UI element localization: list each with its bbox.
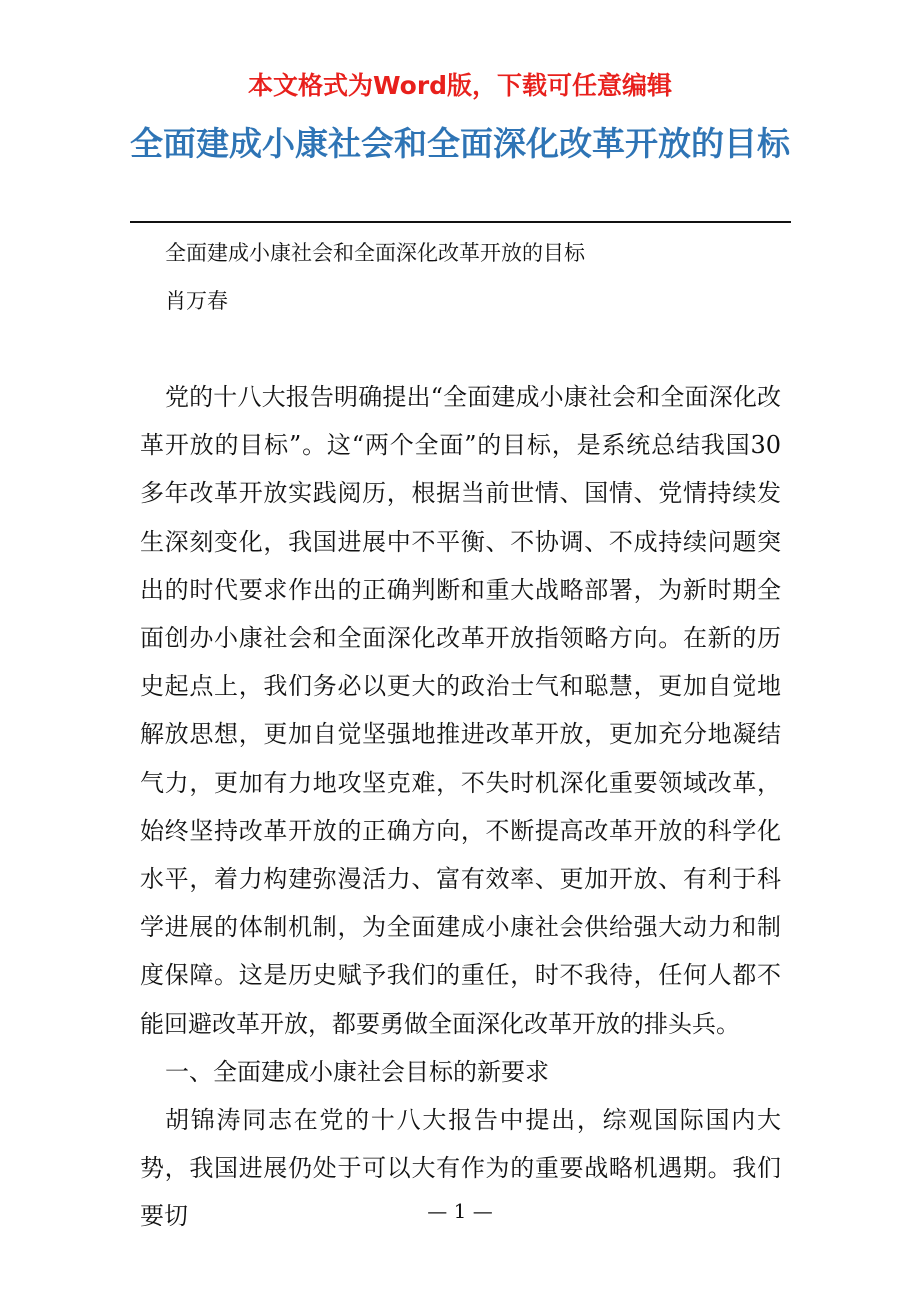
- document-heading: 全面建成小康社会和全面深化改革开放的目标: [130, 124, 790, 163]
- format-notice: 本文格式为Word版，下载可任意编辑: [247, 71, 673, 100]
- document-body: [140, 373, 781, 1241]
- author-name: 肖万春: [165, 289, 228, 313]
- body-paragraph: 党的十八大报告明确提出“全面建成小康社会和全面深化改革开放的目标”。这“两个全面”的目标，是系统总结我国30多年改革开放实践阅历，根据当前世情、国情、党情持续发生深刻变化，我国进展中不平衡、不协调、不成持续问题突出的时代要求作出的正确判断和重大战略部署，为新时期全面创办小康社会和全面深化改革开放指领略方向。在新的历史起点上，我们务必以更大的政治士气和聪慧，更加自觉地解放思想，更加自觉坚强地推进改革开放，更加充分地凝结气力，更加有力地攻坚克难，不失时机深化重要领域改革，始终坚持改革开放的正确方向，不断提高改革开放的科学化水平，着力构建弥漫活力、富有效率、更加开放、有利于科学进展的体制机制，为全面建成小康社会供给强大动力和制度保障。这是历史赋予我们的重任，时不我待，任何人都不能回避改革开放，都要勇做全面深化改革开放的排头兵。: [140, 383, 781, 1038]
- body-paragraph: 胡锦涛同志在党的十八大报告中提出，综观国际国内大势，我国进展仍处于可以大有作为的重要战略机遇期。我们要切: [140, 1106, 781, 1231]
- heading-divider: [130, 221, 791, 223]
- document-subtitle: 全面建成小康社会和全面深化改革开放的目标: [165, 241, 585, 265]
- page-number: — 1 —: [427, 1199, 493, 1223]
- section-heading: 一、全面建成小康社会目标的新要求: [165, 1057, 549, 1086]
